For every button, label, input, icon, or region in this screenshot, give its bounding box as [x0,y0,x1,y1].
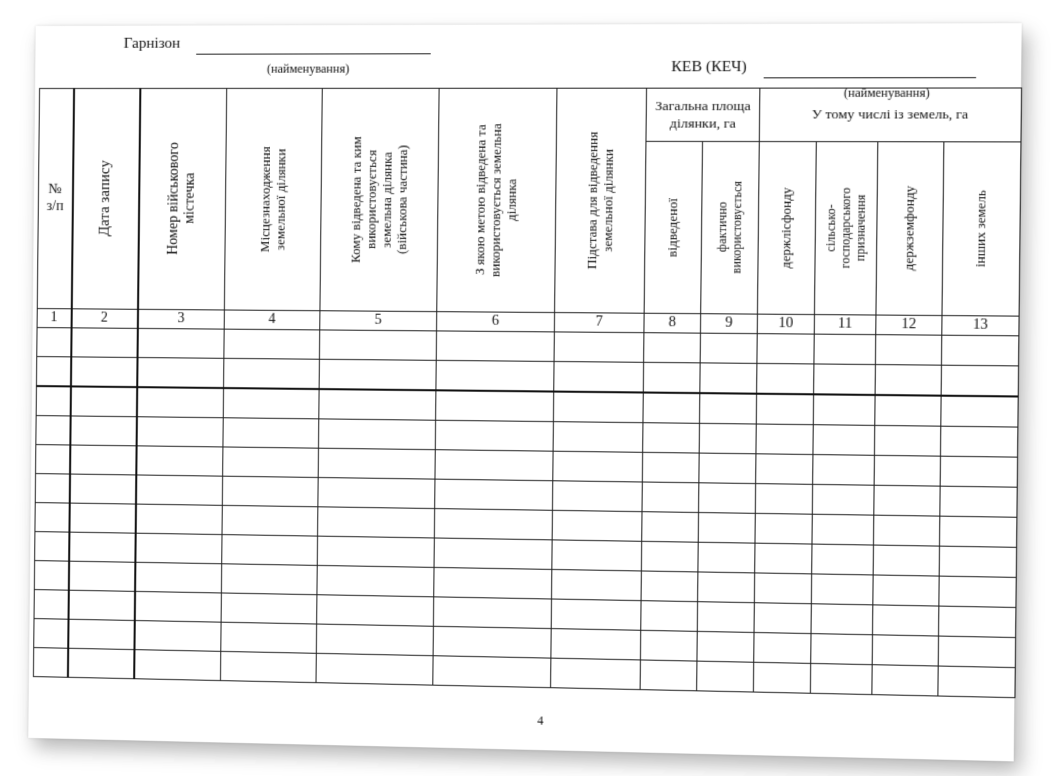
table-cell[interactable] [641,601,698,632]
table-cell[interactable] [318,448,435,479]
table-cell[interactable] [35,503,69,533]
col-number: 13 [942,316,1019,336]
table-cell[interactable] [221,564,317,595]
table-cell[interactable] [754,573,811,604]
table-cell[interactable] [70,386,137,416]
table-cell[interactable] [873,515,939,546]
table-cell[interactable] [698,513,755,544]
land-register-table [33,87,1022,698]
col-number: 6 [437,312,555,332]
area-group-header: Загальна площа ділянки, га [646,88,760,141]
table-cell[interactable] [811,574,873,605]
table-cell[interactable] [872,605,938,636]
garrison-label: Гарнізон [123,35,181,52]
table-cell[interactable] [813,425,875,456]
table-cell[interactable] [814,334,876,364]
col-number: 8 [644,313,701,333]
table-cell[interactable] [70,357,137,387]
table-cell[interactable] [136,446,223,476]
table-cell[interactable] [222,535,318,566]
table-cell[interactable] [755,543,812,574]
table-cell[interactable] [941,335,1018,366]
table-cell[interactable] [223,388,319,419]
kev-caption: (найменування) [843,85,930,100]
col-number: 12 [876,315,942,335]
table-cell[interactable] [224,358,320,389]
table-cell[interactable] [757,334,814,364]
table-cell[interactable] [813,455,875,486]
table-cell[interactable] [554,332,644,362]
col-number: 2 [71,309,137,329]
table-cell[interactable] [68,619,135,649]
table-cell[interactable] [698,572,755,603]
incl-group-header: У тому числі із земель, га [759,88,1021,142]
col-header-3: Номер військового містечка [138,88,227,310]
table-cell[interactable] [71,328,138,358]
table-cell[interactable] [318,507,435,538]
table-cell[interactable] [434,567,552,599]
table-cell[interactable] [223,447,319,478]
kev-line [764,77,976,78]
col-header-2: Дата запису [71,88,140,309]
table-cell[interactable] [36,416,70,445]
table-cell[interactable] [756,394,813,425]
table-cell[interactable] [222,476,318,507]
table-cell[interactable] [640,630,697,661]
table-cell[interactable] [134,591,221,622]
table-cell[interactable] [756,424,813,455]
table-cell[interactable] [35,474,69,504]
table-cell[interactable] [69,503,136,533]
table-cell[interactable] [697,602,754,633]
table-cell[interactable] [640,660,697,691]
col-number: 4 [224,310,320,330]
table-cell[interactable] [641,541,698,572]
table-cell[interactable] [69,474,136,504]
table-cell[interactable] [433,656,551,688]
table-cell[interactable] [436,331,554,362]
table-cell[interactable] [553,392,643,423]
table-cell[interactable] [552,481,642,512]
garrison-line [196,53,431,54]
col-number: 10 [757,314,814,334]
table-cell[interactable] [939,576,1016,607]
table-cell[interactable] [940,456,1017,487]
table-cell[interactable] [135,562,222,593]
table-cell[interactable] [134,620,221,651]
table-cell[interactable] [814,364,876,395]
table-cell[interactable] [136,417,223,447]
table-cell[interactable] [812,514,874,545]
table-cell[interactable] [873,575,939,606]
table-cell[interactable] [435,420,553,451]
col-header-9: фактично використовується [701,141,760,314]
table-cell[interactable] [318,419,435,450]
table-cell[interactable] [33,648,67,678]
table-cell[interactable] [433,626,551,658]
table-cell[interactable] [319,359,436,390]
table-cell[interactable] [316,624,433,656]
table-cell[interactable] [813,394,875,425]
table-cell[interactable] [223,418,319,448]
table-cell[interactable] [699,453,756,484]
table-cell[interactable] [68,561,135,591]
table-cell[interactable] [68,590,135,620]
table-cell[interactable] [700,363,757,394]
table-cell[interactable] [316,653,433,685]
table-cell[interactable] [938,666,1015,698]
table-cell[interactable] [812,484,874,515]
table-cell[interactable] [643,423,700,453]
empty-rows [33,328,1018,698]
table-cell[interactable] [811,604,873,635]
table-cell[interactable] [319,330,436,360]
table-cell[interactable] [135,533,222,564]
table-cell[interactable] [221,622,317,653]
col-number: 11 [814,315,876,335]
table-cell[interactable] [36,357,70,387]
table-cell[interactable] [554,361,644,392]
col-header-1: № з/п [37,88,73,308]
table-cell[interactable] [434,538,552,569]
kev-label: КЕВ (КЕЧ) [671,58,747,76]
table-cell[interactable] [810,663,872,694]
table-cell[interactable] [135,504,222,535]
col-number: 9 [700,314,757,334]
table-cell[interactable] [36,386,70,416]
table-cell[interactable] [70,445,137,475]
col-number: 7 [554,313,644,333]
table-cell[interactable] [553,422,643,453]
table-cell[interactable] [69,532,136,562]
table-cell[interactable] [755,484,812,515]
table-cell[interactable] [941,365,1018,396]
table-cell[interactable] [36,445,70,474]
table-cell[interactable] [939,546,1016,577]
table-cell[interactable] [757,363,814,394]
table-cell[interactable] [697,631,754,662]
table-cell[interactable] [222,505,318,536]
col-header-12: держземфонду [876,142,944,316]
table-cell[interactable] [552,510,642,541]
table-cell[interactable] [136,387,223,418]
table-cell[interactable] [436,360,554,391]
col-header-5: Кому відведена та ким використовується земельна ділянка (військова частина) [320,88,439,311]
table-cell[interactable] [642,512,699,543]
col-number: 3 [137,309,224,329]
col-number: 1 [37,309,71,328]
table-cell[interactable] [873,545,939,576]
col-header-4: Місцезнаходження земельної ділянки [224,88,322,310]
col-header-8: відведеної [644,141,702,313]
table-cell[interactable] [435,450,553,481]
table-cell[interactable] [875,395,941,426]
table-cell[interactable] [37,328,71,357]
col-header-11: сільсько- господарського призначення [814,142,877,315]
table-cell[interactable] [551,629,641,660]
table-cell[interactable] [753,662,810,693]
garrison-caption: (найменування) [266,61,350,76]
table-cell[interactable] [700,333,757,363]
table-cell[interactable] [872,635,938,666]
table-cell[interactable] [317,595,434,627]
table-cell[interactable] [434,509,552,540]
col-header-10: держлісфонду [757,142,816,315]
col-header-7: Підстава для відведення земельної ділянки [555,88,647,313]
table-cell[interactable] [755,513,812,544]
table-cell[interactable] [874,455,940,486]
table-cell[interactable] [34,561,68,591]
table-cell[interactable] [642,452,699,482]
table-cell[interactable] [34,619,68,649]
table-cell[interactable] [697,661,754,692]
table-cell[interactable] [34,590,68,620]
table-cell[interactable] [435,479,553,510]
table-cell[interactable] [756,454,813,485]
table-cell[interactable] [754,603,811,634]
table-cell[interactable] [940,426,1017,457]
table-cell[interactable] [137,328,224,358]
table-cell[interactable] [699,483,756,514]
col-header-6: З якою метою відведена та використовується земельна ділянка [437,88,557,312]
table-cell[interactable] [812,544,874,575]
table-cell[interactable] [643,362,700,393]
table-cell[interactable] [553,451,643,482]
table-cell[interactable] [436,390,554,421]
table-cell[interactable] [135,475,222,505]
table-cell[interactable] [319,389,436,420]
table-cell[interactable] [318,477,435,508]
table-cell[interactable] [551,658,641,689]
table-cell[interactable] [35,532,69,562]
table-cell[interactable] [811,634,873,665]
table-cell[interactable] [939,516,1016,547]
table-cell[interactable] [643,393,700,424]
table-cell[interactable] [67,648,134,678]
table-cell[interactable] [644,333,701,363]
table-cell[interactable] [875,365,941,396]
table-cell[interactable] [220,651,316,682]
table-cell[interactable] [698,542,755,573]
page-number: 4 [537,713,544,728]
register-page [28,23,1021,761]
table-cell[interactable] [317,565,434,596]
table-cell[interactable] [317,536,434,567]
table-cell[interactable] [70,416,137,446]
table-cell[interactable] [134,650,221,681]
table-cell[interactable] [939,606,1016,637]
table-cell[interactable] [938,636,1015,668]
table-cell[interactable] [552,540,642,571]
table-cell[interactable] [874,485,940,516]
table-cell[interactable] [754,632,811,663]
table-cell[interactable] [940,486,1017,517]
table-cell[interactable] [224,329,320,359]
table-cell[interactable] [433,597,551,629]
table-cell[interactable] [642,482,699,513]
table-cell[interactable] [872,665,938,696]
table-cell[interactable] [699,423,756,453]
col-header-13: інших земель [942,142,1021,316]
table-cell[interactable] [552,569,642,600]
table-cell[interactable] [874,425,940,456]
table-cell[interactable] [699,393,756,424]
col-number: 5 [320,311,437,331]
table-cell[interactable] [641,571,698,602]
table-cell[interactable] [551,599,641,630]
table-cell[interactable] [137,357,224,388]
table-cell[interactable] [941,396,1018,427]
table-cell[interactable] [875,335,941,366]
table-cell[interactable] [221,593,317,624]
